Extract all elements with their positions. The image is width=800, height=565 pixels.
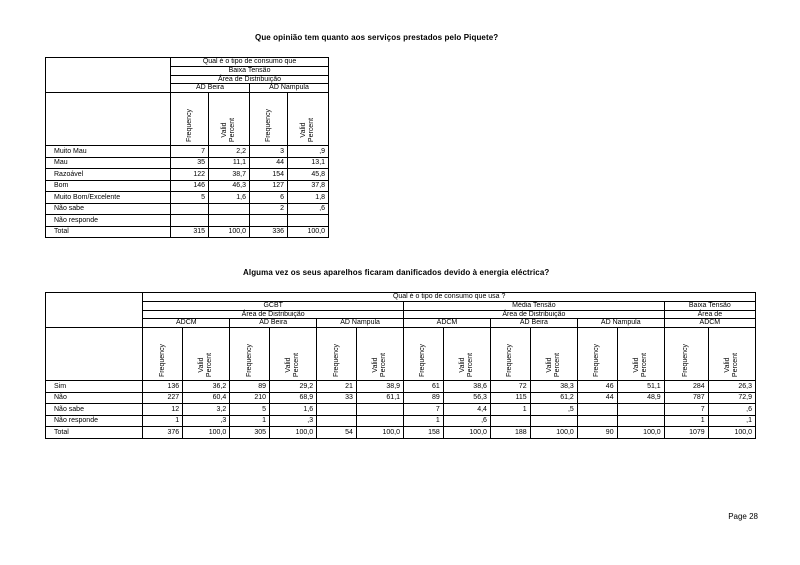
corner-cell [46, 58, 171, 93]
row-cell: 1 [143, 415, 183, 427]
header-area-distribuicao-media: Área de Distribuição [404, 310, 665, 319]
row-cell: 5 [230, 404, 270, 416]
row-cell [356, 404, 403, 416]
table-row [46, 203, 329, 215]
row-cell: 44 [577, 392, 617, 404]
row-cell [317, 404, 357, 416]
measure-label-line2: Percent [293, 353, 301, 378]
row-cell: 89 [404, 392, 444, 404]
table-row [46, 215, 329, 227]
header-tipo-consumo: Qual é o tipo de consumo que [171, 58, 329, 67]
header-row-consumo [46, 58, 329, 67]
header-row-tensao [46, 301, 756, 310]
table-row [46, 381, 756, 393]
row-cell: 100,0 [183, 427, 230, 439]
row-cell: 1,6 [270, 404, 317, 416]
page-number-footer: Page 28 [728, 512, 758, 521]
row-cell: 38,6 [443, 381, 490, 393]
measure-label-line2: Percent [206, 353, 214, 378]
measure-label-line1: Valid [371, 357, 379, 373]
row-cell: 146 [171, 180, 209, 192]
row-label: Não responde [46, 215, 171, 227]
row-cell: 376 [143, 427, 183, 439]
measure-frequency [404, 328, 444, 381]
row-cell: ,3 [183, 415, 230, 427]
measure-label: Frequency [593, 344, 601, 378]
row-cell: 89 [230, 381, 270, 393]
row-cell: 1 [404, 415, 444, 427]
table-row [46, 192, 329, 204]
measure-validpercent [356, 328, 403, 381]
row-label: Total [46, 226, 171, 238]
row-cell: 1,8 [288, 192, 329, 204]
header-media-tensao: Média Tensão [404, 301, 665, 310]
row-cell: 2 [250, 203, 288, 215]
row-cell: 1 [490, 404, 530, 416]
measure-corner-cell [46, 93, 171, 146]
row-cell: 29,2 [270, 381, 317, 393]
row-cell: 305 [230, 427, 270, 439]
measure-label-line1: Valid [198, 357, 206, 373]
row-cell: 787 [664, 392, 708, 404]
row-cell: 3 [250, 146, 288, 158]
row-cell: 60,4 [183, 392, 230, 404]
measure-label-line2: Percent [229, 118, 236, 143]
measure-corner-cell [46, 328, 143, 381]
row-cell: ,3 [270, 415, 317, 427]
row-cell: 7 [404, 404, 444, 416]
table-row [46, 404, 756, 416]
row-label: Razoável [46, 169, 171, 181]
row-label: Muito Mau [46, 146, 171, 158]
row-cell: 51,1 [617, 381, 664, 393]
row-cell: 100,0 [443, 427, 490, 439]
row-cell [617, 415, 664, 427]
table-row [46, 146, 329, 158]
row-cell: 100,0 [288, 226, 329, 238]
row-cell: 227 [143, 392, 183, 404]
measure-frequency-nampula [250, 93, 288, 146]
row-cell [530, 415, 577, 427]
table-row [46, 169, 329, 181]
row-cell: ,6 [443, 415, 490, 427]
measure-validpercent [183, 328, 230, 381]
row-cell: ,1 [708, 415, 755, 427]
header-row-area [46, 310, 756, 319]
row-cell [250, 215, 288, 227]
row-cell: 72 [490, 381, 530, 393]
row-cell: 72,9 [708, 392, 755, 404]
row-label: Muito Bom/Excelente [46, 192, 171, 204]
header-area-distribuicao-gcbt: Área de Distribuição [143, 310, 404, 319]
measure-label-line1: Valid [458, 357, 466, 373]
header-group-adbeira-gcbt: AD Beira [230, 319, 317, 328]
table-row-total [46, 226, 329, 238]
row-cell: 61,2 [530, 392, 577, 404]
measure-label-line2: Percent [308, 118, 316, 143]
header-baixa-tensao: Baixa Tensão [171, 66, 329, 75]
row-cell [209, 215, 250, 227]
row-cell: 115 [490, 392, 530, 404]
corner-cell [46, 293, 143, 328]
row-label: Não sabe [46, 404, 143, 416]
measure-validpercent [617, 328, 664, 381]
row-cell [356, 415, 403, 427]
row-cell: 284 [664, 381, 708, 393]
measure-label: Frequency [332, 344, 340, 378]
row-cell: 315 [171, 226, 209, 238]
row-cell: 38,9 [356, 381, 403, 393]
row-cell: ,6 [288, 203, 329, 215]
row-cell: 68,9 [270, 392, 317, 404]
measure-label: Frequency [245, 344, 253, 378]
table-row [46, 415, 756, 427]
row-cell: 100,0 [708, 427, 755, 439]
row-cell: 127 [250, 180, 288, 192]
header-area-distribuicao: Área de Distribuição [171, 75, 329, 84]
measure-validpercent-nampula [288, 93, 329, 146]
header-group-adcm-gcbt: ADCM [143, 319, 230, 328]
row-cell: 12 [143, 404, 183, 416]
measure-validpercent [530, 328, 577, 381]
row-cell: 11,1 [209, 157, 250, 169]
row-cell [288, 215, 329, 227]
row-cell: 7 [664, 404, 708, 416]
measure-label: Frequency [158, 344, 166, 378]
row-cell: 48,9 [617, 392, 664, 404]
header-area-de-baixa: Área de [664, 310, 755, 319]
row-cell: 1 [664, 415, 708, 427]
measure-frequency [490, 328, 530, 381]
row-cell: 158 [404, 427, 444, 439]
header-row-measures [46, 93, 329, 146]
header-baixa-tensao: Baixa Tensão [664, 301, 755, 310]
row-cell: 210 [230, 392, 270, 404]
measure-frequency [143, 328, 183, 381]
measure-label-line2: Percent [466, 353, 474, 378]
row-cell: 36,2 [183, 381, 230, 393]
row-cell: 13,1 [288, 157, 329, 169]
row-cell: ,5 [530, 404, 577, 416]
row-cell: 90 [577, 427, 617, 439]
measure-label-line1: Valid [299, 122, 307, 138]
row-label: Não sabe [46, 203, 171, 215]
measure-label-line1: Valid [545, 357, 553, 373]
row-cell: ,9 [288, 146, 329, 158]
header-group-adnampula-gcbt: AD Nampula [317, 319, 404, 328]
row-cell [577, 415, 617, 427]
row-cell: 3,2 [183, 404, 230, 416]
header-ad-beira: AD Beira [171, 84, 250, 93]
row-cell: 100,0 [530, 427, 577, 439]
header-group-adcm-media: ADCM [404, 319, 491, 328]
row-cell: 336 [250, 226, 288, 238]
measure-frequency [317, 328, 357, 381]
row-cell: 44 [250, 157, 288, 169]
header-row-ad [46, 319, 756, 328]
header-group-adnampula-media: AD Nampula [577, 319, 664, 328]
row-cell: 33 [317, 392, 357, 404]
row-cell [209, 203, 250, 215]
row-cell [171, 203, 209, 215]
row-cell: 122 [171, 169, 209, 181]
measure-frequency [577, 328, 617, 381]
row-cell: 38,3 [530, 381, 577, 393]
table-row [46, 392, 756, 404]
header-ad-nampula: AD Nampula [250, 84, 329, 93]
row-cell: 35 [171, 157, 209, 169]
header-tipo-consumo-usa: Qual é o tipo de consumo que usa ? [143, 293, 756, 302]
row-cell: 46,3 [209, 180, 250, 192]
row-label: Total [46, 427, 143, 439]
row-cell: 154 [250, 169, 288, 181]
measure-frequency [664, 328, 708, 381]
row-cell: 100,0 [270, 427, 317, 439]
row-cell: 61 [404, 381, 444, 393]
measure-label-line1: Valid [220, 122, 228, 138]
row-cell: 100,0 [356, 427, 403, 439]
measure-label-line2: Percent [640, 353, 648, 378]
row-cell: 1 [230, 415, 270, 427]
row-cell [617, 404, 664, 416]
table2-title: Alguma vez os seus aparelhos ficaram danificados devido à energia eléctrica? [243, 268, 550, 277]
row-cell: 100,0 [209, 226, 250, 238]
row-cell: 37,8 [288, 180, 329, 192]
row-cell: 4,4 [443, 404, 490, 416]
row-cell: 136 [143, 381, 183, 393]
row-cell: 1,6 [209, 192, 250, 204]
row-cell: 61,1 [356, 392, 403, 404]
table-row [46, 180, 329, 192]
row-cell: 45,8 [288, 169, 329, 181]
row-label: Mau [46, 157, 171, 169]
row-cell: 5 [171, 192, 209, 204]
row-label: Não responde [46, 415, 143, 427]
measure-validpercent [270, 328, 317, 381]
header-group-adbeira-media: AD Beira [490, 319, 577, 328]
table-opiniao-servicos-piquete [45, 57, 329, 238]
row-cell: ,6 [708, 404, 755, 416]
row-cell: 188 [490, 427, 530, 439]
measure-validpercent [443, 328, 490, 381]
row-label: Sim [46, 381, 143, 393]
row-cell: 38,7 [209, 169, 250, 181]
measure-label-line1: Valid [285, 357, 293, 373]
row-cell [490, 415, 530, 427]
measure-label: Frequency [185, 109, 193, 143]
table1-title: Que opinião tem quanto aos serviços prestados pelo Piquete? [255, 33, 499, 42]
table-aparelhos-danificados [45, 292, 756, 439]
measure-validpercent [708, 328, 755, 381]
measure-label-line2: Percent [731, 353, 739, 378]
header-gcbt: GCBT [143, 301, 404, 310]
row-cell: 1079 [664, 427, 708, 439]
measure-label: Frequency [264, 109, 272, 143]
measure-frequency [230, 328, 270, 381]
row-cell: 100,0 [617, 427, 664, 439]
measure-label-line1: Valid [632, 357, 640, 373]
header-row-measures [46, 328, 756, 381]
header-group-adcm-baixa: ADCM [664, 319, 755, 328]
measure-label-line2: Percent [553, 353, 561, 378]
row-label: Bom [46, 180, 171, 192]
table-row [46, 157, 329, 169]
row-cell: 7 [171, 146, 209, 158]
measure-label: Frequency [506, 344, 514, 378]
row-cell [171, 215, 209, 227]
row-cell [577, 404, 617, 416]
row-cell: 6 [250, 192, 288, 204]
row-cell: 46 [577, 381, 617, 393]
header-row-consumo [46, 293, 756, 302]
measure-label-line2: Percent [379, 353, 387, 378]
measure-label-line1: Valid [723, 357, 731, 373]
row-label: Não [46, 392, 143, 404]
row-cell: 26,3 [708, 381, 755, 393]
row-cell [317, 415, 357, 427]
table-row-total [46, 427, 756, 439]
measure-label: Frequency [682, 344, 690, 378]
measure-frequency-beira [171, 93, 209, 146]
measure-label: Frequency [419, 344, 427, 378]
row-cell: 21 [317, 381, 357, 393]
row-cell: 2,2 [209, 146, 250, 158]
row-cell: 56,3 [443, 392, 490, 404]
measure-validpercent-beira [209, 93, 250, 146]
row-cell: 54 [317, 427, 357, 439]
